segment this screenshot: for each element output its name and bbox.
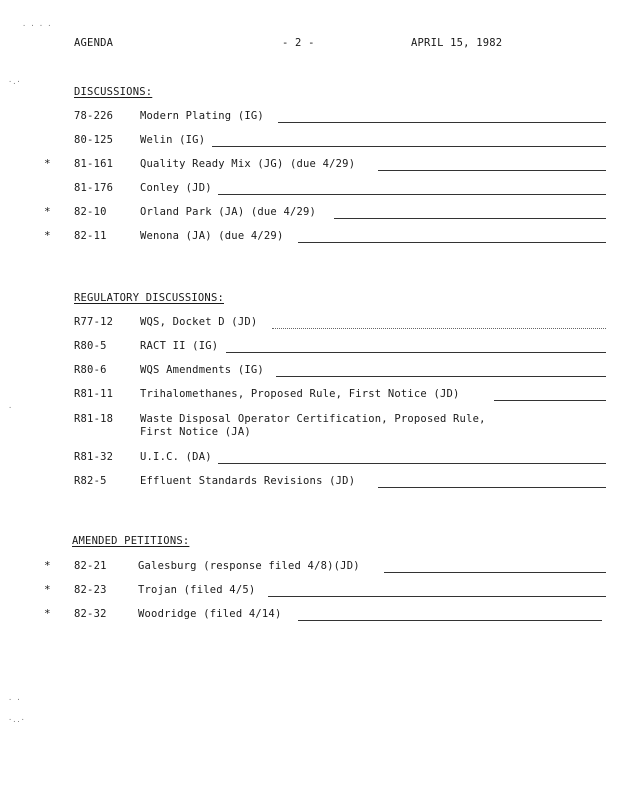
item-description: Galesburg (response filed 4/8)(JD) bbox=[138, 560, 360, 572]
list-item bbox=[0, 451, 618, 465]
docket-number: 82-32 bbox=[74, 608, 107, 620]
scan-artifact: · · bbox=[8, 696, 21, 704]
docket-number: 80-125 bbox=[74, 134, 114, 146]
item-description: Trojan (filed 4/5) bbox=[138, 584, 256, 596]
docket-number: R80-5 bbox=[74, 340, 107, 352]
fill-line bbox=[298, 242, 606, 243]
docket-number: 82-23 bbox=[74, 584, 107, 596]
item-description: Welin (IG) bbox=[140, 134, 206, 146]
section-title-regulatory: REGULATORY DISCUSSIONS: bbox=[74, 292, 224, 304]
fill-line bbox=[384, 572, 606, 573]
item-description: Modern Plating (IG) bbox=[140, 110, 264, 122]
item-description: U.I.C. (DA) bbox=[140, 451, 212, 463]
priority-marker: * bbox=[44, 229, 51, 242]
item-description: Waste Disposal Operator Certification, Proposed Rule, bbox=[140, 413, 486, 425]
fill-line bbox=[212, 146, 606, 147]
priority-marker: * bbox=[44, 607, 51, 620]
section-title-discussions: DISCUSSIONS: bbox=[74, 86, 153, 98]
fill-line bbox=[218, 194, 606, 195]
item-description: WQS, Docket D (JD) bbox=[140, 316, 258, 328]
docket-number: 82-21 bbox=[74, 560, 107, 572]
fill-line bbox=[378, 487, 606, 488]
list-item bbox=[0, 182, 618, 196]
item-description: Conley (JD) bbox=[140, 182, 212, 194]
fill-line bbox=[226, 352, 606, 353]
fill-line bbox=[276, 376, 606, 377]
list-item bbox=[0, 413, 618, 441]
docket-number: 81-176 bbox=[74, 182, 114, 194]
docket-number: R81-32 bbox=[74, 451, 114, 463]
docket-number: R81-11 bbox=[74, 388, 114, 400]
docket-number: R81-18 bbox=[74, 413, 114, 425]
fill-line bbox=[378, 170, 606, 171]
item-description: Quality Ready Mix (JG) (due 4/29) bbox=[140, 158, 356, 170]
list-item bbox=[0, 206, 618, 220]
item-description: Effluent Standards Revisions (JD) bbox=[140, 475, 356, 487]
list-item bbox=[0, 158, 618, 172]
page-number: - 2 - bbox=[282, 37, 315, 49]
fill-line bbox=[278, 122, 606, 123]
item-description-continued: First Notice (JA) bbox=[140, 426, 251, 438]
list-item bbox=[0, 230, 618, 244]
item-description: Wenona (JA) (due 4/29) bbox=[140, 230, 284, 242]
item-description: Orland Park (JA) (due 4/29) bbox=[140, 206, 317, 218]
docket-number: 82-10 bbox=[74, 206, 107, 218]
scan-artifact: ·..· bbox=[8, 716, 25, 724]
priority-marker: * bbox=[44, 583, 51, 596]
list-item bbox=[0, 475, 618, 489]
fill-line bbox=[272, 328, 606, 329]
docket-number: 78-226 bbox=[74, 110, 114, 122]
scan-artifact: · bbox=[8, 404, 13, 412]
list-item bbox=[0, 584, 618, 598]
docket-number: 82-11 bbox=[74, 230, 107, 242]
fill-line bbox=[494, 400, 606, 401]
priority-marker: * bbox=[44, 157, 51, 170]
list-item bbox=[0, 560, 618, 574]
priority-marker: * bbox=[44, 205, 51, 218]
fill-line bbox=[334, 218, 606, 219]
scan-artifact: · · · · bbox=[22, 22, 52, 30]
section-title-amended-petitions: AMENDED PETITIONS: bbox=[72, 535, 190, 547]
docket-number: R82-5 bbox=[74, 475, 107, 487]
fill-line bbox=[298, 620, 602, 621]
item-description: Woodridge (filed 4/14) bbox=[138, 608, 282, 620]
list-item bbox=[0, 364, 618, 378]
item-description: RACT II (IG) bbox=[140, 340, 219, 352]
docket-number: R80-6 bbox=[74, 364, 107, 376]
scan-artifact: ·.· bbox=[8, 78, 21, 86]
list-item bbox=[0, 110, 618, 124]
item-description: Trihalomethanes, Proposed Rule, First Notice (JD) bbox=[140, 388, 460, 400]
list-item bbox=[0, 134, 618, 148]
list-item bbox=[0, 340, 618, 354]
list-item bbox=[0, 608, 618, 622]
docket-number: 81-161 bbox=[74, 158, 114, 170]
priority-marker: * bbox=[44, 559, 51, 572]
list-item bbox=[0, 316, 618, 330]
item-description: WQS Amendments (IG) bbox=[140, 364, 264, 376]
docket-number: R77-12 bbox=[74, 316, 114, 328]
header-left: AGENDA bbox=[74, 37, 114, 49]
fill-line bbox=[218, 463, 606, 464]
fill-line bbox=[268, 596, 606, 597]
header-date: APRIL 15, 1982 bbox=[411, 37, 503, 49]
list-item bbox=[0, 388, 618, 402]
